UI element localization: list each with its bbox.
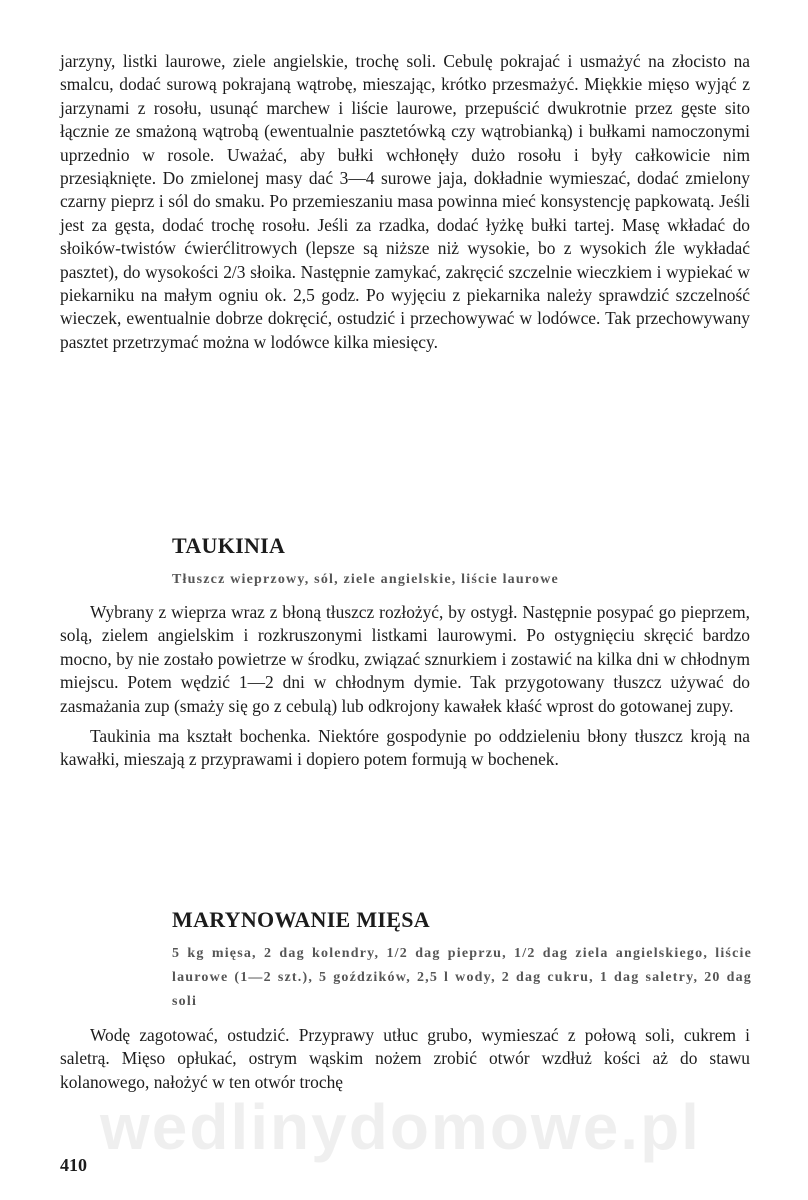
section-title-marynowanie: MARYNOWANIE MIĘSA — [172, 907, 430, 932]
page-number: 410 — [60, 1155, 87, 1175]
section-title-taukinia: TAUKINIA — [172, 533, 286, 558]
marynowanie-paragraph: Wodę zagotować, ostudzić. Przyprawy utłuc grubo, wymieszać z połową soli, cukrem i saletrą. Mięso opłukać, ostrym wąskim nożem zrobić otwór wzdłuż kości aż do stawu kolanowego, nałożyć w ten otwór trochę — [60, 1025, 750, 1092]
marynowanie-section — [60, 1024, 750, 1094]
intro-paragraph: jarzyny, listki laurowe, ziele angielskie, trochę soli. Cebulę pokrajać i usmażyć na złocisto na smalcu, dodać surową pokrajaną wątrobę, mieszając, krótko przesmażyć. Miękkie mięso wyjąć z jarzynami z rosołu, usunąć marchew i liście laurowe, przepuścić dwukrotnie przez gęste sito łącznie ze smażoną wątrobą (ewentualnie pasztetówką czy wątrobianką) i bułkami namoczonymi uprzednio w rosole. Uważać, aby bułki wchłonęły dużo rosołu i były całkowicie nim przesiąknięte. Do zmielonej masy dać 3—4 surowe jaja, dokładnie wymieszać, dodać zmielony czarny pieprz i sól do smaku. Po przemieszaniu masa powinna mieć konsystencję papkowatą. Jeśli jest za gęsta, dodać trochę rosołu. Jeśli za rzadka, dodać łyżkę bułki tartej. Masę wkładać do słoików-twistów ćwierćlitrowych (lepsze są niższe niż wysokie, bo z wysokich źle wykładać pasztet), do wysokości 2/3 słoika. Następnie zamykać, zakręcić szczelnie wieczkiem i wypiekać w piekarniku na małym ogniu ok. 2,5 godz. Po wyjęciu z piekarnika należy sprawdzić szczelność wieczek, ewentualnie dobrze dokręcić, ostudzić i przechowywać w lodówce. Tak przechowywany pasztet przetrzymać można w lodówce kilka miesięcy. — [60, 51, 750, 352]
taukinia-section — [60, 601, 750, 772]
site-watermark: wedlinydomowe.pl — [100, 1091, 701, 1163]
marynowanie-ingredients: 5 kg mięsa, 2 dag kolendry, 1/2 dag pieprzu, 1/2 dag ziela angielskiego, liście laurowe (1—2 szt.), 5 goździków, 2,5 l wody, 2 dag cukru, 1 dag saletry, 20 dag soli — [172, 946, 752, 1009]
taukinia-paragraph-1: Wybrany z wieprza wraz z błoną tłuszcz rozłożyć, by ostygł. Następnie posypać go pieprzem, solą, zielem angielskim i rozkruszonymi listkami laurowymi. Po ostygnięciu skręcić bardzo mocno, by nie zostało powietrze w środku, związać sznurkiem i zostawić na kilka dni w chłodnym miejscu. Potem wędzić 1—2 dni w chłodnym dymie. Tak przygotowany tłuszcz używać do zasmażania zup (smaży się go z cebulą) lub odkrojony kawałek kłaść wprost do gotowanej zupy. — [60, 602, 750, 716]
intro-section — [60, 50, 750, 354]
taukinia-paragraph-2: Taukinia ma kształt bochenka. Niektóre gospodynie po oddzieleniu błony tłuszcz kroją na kawałki, mieszają z przyprawami i dopiero potem formują w bochenek. — [60, 726, 750, 770]
taukinia-ingredients: Tłuszcz wieprzowy, sól, ziele angielskie, liście laurowe — [172, 572, 559, 587]
